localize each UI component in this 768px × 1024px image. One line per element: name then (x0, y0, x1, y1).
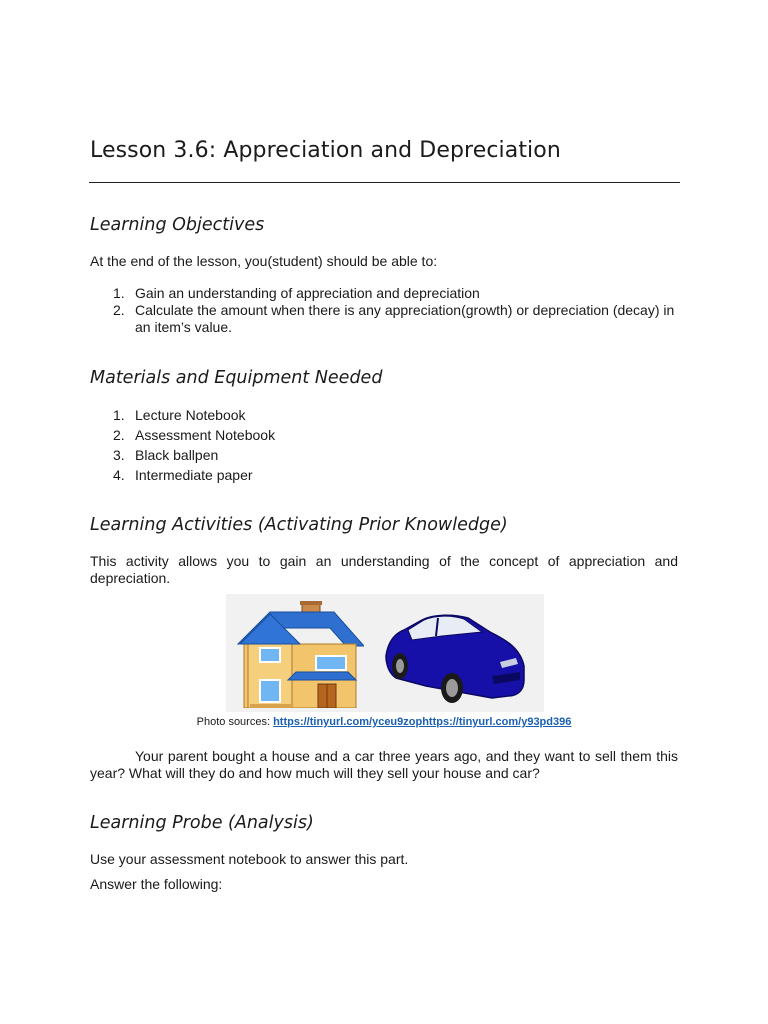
objective-item (90, 302, 680, 336)
list-item-text: Assessment Notebook (135, 427, 276, 443)
list-number: 2. (113, 427, 125, 443)
probe-heading: Learning Probe (Analysis) (90, 813, 314, 833)
list-item-text: Gain an understanding of appreciation and depreciation (135, 285, 480, 301)
list-number: 4. (113, 467, 125, 483)
materials-list (90, 405, 275, 485)
objective-item (90, 285, 680, 302)
list-item-text: Intermediate paper (135, 467, 253, 483)
car-image (382, 606, 528, 706)
list-item-text: Lecture Notebook (135, 407, 246, 423)
title-divider (89, 182, 680, 183)
house-image (230, 600, 364, 708)
photo-source-link[interactable]: https://tinyurl.com/yceu9zophttps://tinyurl.com/y93pd396 (273, 716, 572, 728)
objectives-heading: Learning Objectives (90, 215, 265, 235)
probe-line-1: Use your assessment notebook to answer this part. (90, 851, 409, 867)
material-item (90, 405, 275, 425)
activities-text: This activity allows you to gain an understanding of the concept of appreciation and depreciation. (90, 553, 678, 586)
list-number: 1. (113, 407, 125, 423)
list-item-text: Black ballpen (135, 447, 219, 463)
materials-heading: Materials and Equipment Needed (90, 368, 383, 388)
list-item-text: Calculate the amount when there is any appreciation(growth) or depreciation (decay) in an item’s value. (135, 302, 675, 335)
house-and-car-figure (226, 594, 544, 712)
list-number: 1. (113, 285, 125, 301)
scenario-text: Your parent bought a house and a car three years ago, and they want to sell them this year? What will they do and how much will they sell your house and car? (90, 748, 678, 781)
material-item (90, 425, 275, 445)
objectives-intro: At the end of the lesson, you(student) should be able to: (90, 253, 438, 269)
material-item (90, 465, 275, 485)
objectives-list (90, 285, 680, 336)
lesson-title: Lesson 3.6: Appreciation and Depreciation (90, 138, 561, 163)
photo-caption (0, 716, 768, 728)
probe-line-2: Answer the following: (90, 876, 223, 892)
activities-heading: Learning Activities (Activating Prior Knowledge) (90, 515, 508, 535)
material-item (90, 445, 275, 465)
list-number: 2. (113, 302, 125, 318)
caption-label: Photo sources: (196, 716, 274, 728)
list-number: 3. (113, 447, 125, 463)
